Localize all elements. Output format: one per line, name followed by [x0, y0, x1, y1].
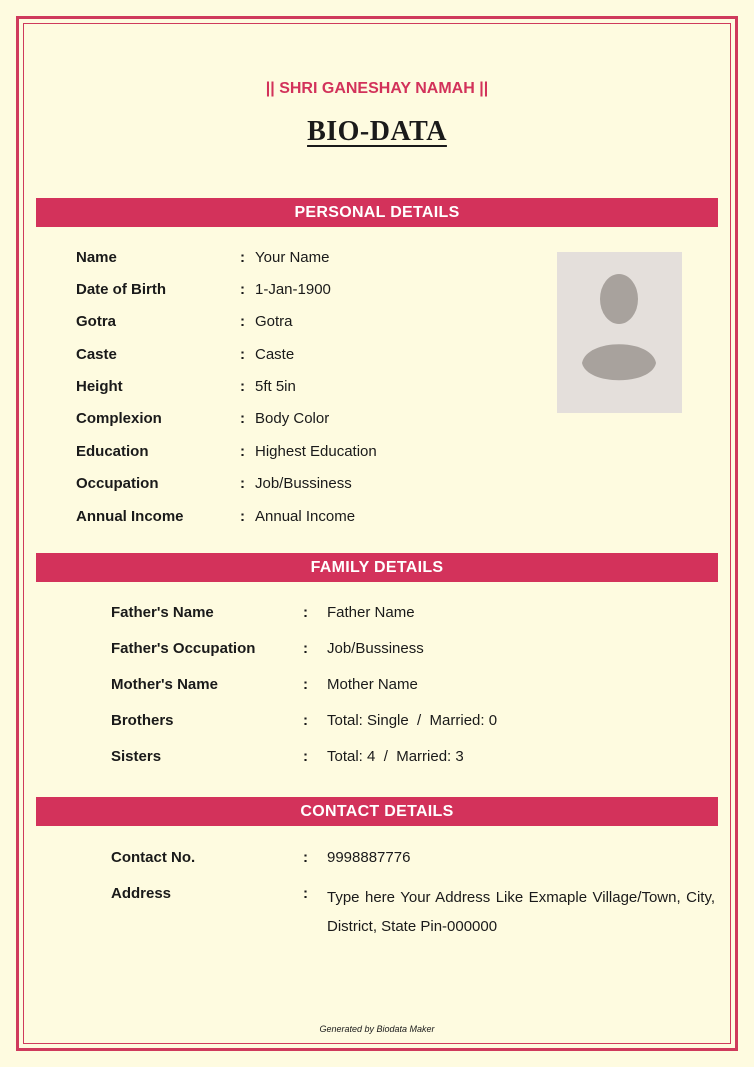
detail-colon: :	[303, 885, 308, 902]
detail-value: Annual Income	[255, 508, 356, 525]
detail-value: 1-Jan-1900	[255, 281, 331, 298]
detail-value: Job/Bussiness	[255, 475, 352, 492]
detail-label: Education	[76, 443, 149, 460]
detail-value: Job/Bussiness	[327, 640, 424, 657]
detail-colon: :	[303, 604, 308, 621]
invocation-text: || SHRI GANESHAY NAMAH ||	[265, 80, 489, 97]
detail-label: Complexion	[76, 410, 162, 427]
detail-colon: :	[240, 443, 245, 460]
detail-colon: :	[240, 346, 245, 363]
detail-colon: :	[303, 640, 308, 657]
detail-value: 5ft 5in	[255, 378, 296, 395]
detail-label: Sisters	[111, 748, 162, 765]
profile-photo-placeholder[interactable]	[557, 252, 682, 413]
detail-label: Name	[76, 249, 117, 266]
detail-value: Total: 4 / Married: 3	[327, 748, 464, 765]
detail-colon: :	[240, 475, 245, 492]
section-header-personal: PERSONAL DETAILS	[36, 198, 718, 227]
detail-value: Mother Name	[327, 676, 418, 693]
detail-colon: :	[240, 508, 245, 525]
detail-colon: :	[303, 712, 308, 729]
detail-label: Date of Birth	[76, 281, 166, 298]
detail-label: Mother's Name	[111, 676, 218, 693]
detail-label: Occupation	[76, 475, 159, 492]
contact-phone-value[interactable]: 9998887776	[327, 849, 411, 866]
detail-label: Brothers	[111, 712, 174, 729]
detail-colon: :	[240, 281, 245, 298]
detail-colon: :	[240, 410, 245, 427]
detail-label: Height	[76, 378, 123, 395]
detail-colon: :	[240, 249, 245, 266]
detail-value: Gotra	[255, 313, 293, 330]
page-title: BIO-DATA	[307, 116, 447, 147]
detail-value: Body Color	[255, 410, 330, 427]
detail-value: Father Name	[327, 604, 415, 621]
detail-value: Caste	[255, 346, 295, 363]
user-silhouette-icon	[557, 252, 682, 413]
detail-colon: :	[303, 676, 308, 693]
section-header-contact: CONTACT DETAILS	[36, 797, 718, 826]
detail-colon: :	[303, 849, 308, 866]
detail-label: Gotra	[76, 313, 117, 330]
detail-label: Address	[111, 885, 172, 902]
detail-value: Your Name	[255, 249, 330, 266]
detail-label: Caste	[76, 346, 117, 363]
detail-colon: :	[240, 313, 245, 330]
detail-label: Annual Income	[76, 508, 184, 525]
detail-value: Highest Education	[255, 443, 377, 460]
detail-colon: :	[240, 378, 245, 395]
detail-colon: :	[303, 748, 308, 765]
detail-value: Total: Single / Married: 0	[327, 712, 498, 729]
detail-label: Father's Name	[111, 604, 214, 621]
address-value: Type here Your Address Like Exmaple Village/Town, City, District, State Pin-000000	[327, 889, 715, 935]
detail-label: Contact No.	[111, 849, 196, 866]
detail-label: Father's Occupation	[111, 640, 256, 657]
section-header-family: FAMILY DETAILS	[36, 553, 718, 582]
footer-credit: Generated by Biodata Maker	[319, 1024, 435, 1034]
